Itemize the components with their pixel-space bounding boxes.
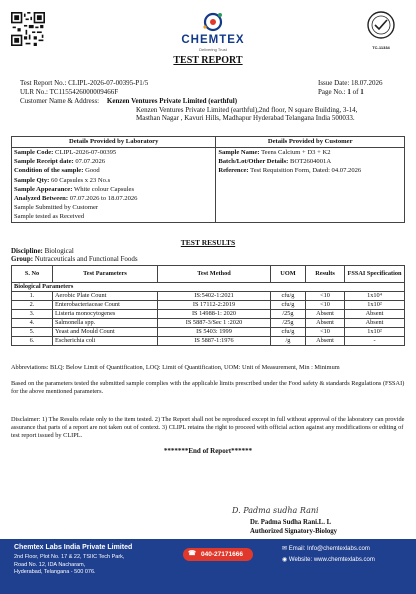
table-row: 3. Listeria monocytogenes IS 14988-1: 2020 /25g Absent Absent (12, 310, 405, 319)
chemtex-logo (158, 11, 268, 51)
customer-detail-row: Sample Name: Teens Calcium + D3 + K2 (218, 149, 331, 156)
results-header-row (12, 266, 405, 283)
footer-company: Chemtex Labs India Private Limited (14, 544, 133, 551)
customer-label: Customer Name & Address: (20, 97, 100, 105)
phone-icon: ☎ (188, 550, 197, 557)
phone-badge[interactable] (183, 548, 253, 561)
page-number (318, 88, 364, 97)
col-sno: S. No (12, 266, 53, 283)
lab-detail-row: Condition of the sample: Good (14, 167, 100, 175)
accreditation-mark (364, 10, 398, 50)
table-row: 4. Salmonella spp. IS 5887-3/Sec 1 :2020 /25g Absent Absent (12, 319, 405, 328)
accreditation-seal-icon (366, 10, 396, 42)
results-heading: TEST RESULTS (180, 238, 236, 247)
disclaimer: Disclaimer: 1) The Results relate only to the item tested. 2) The Report shall not be reproduced except in full without approval of the laboratory can provide assurance that parts of a report are not taken out of context. 3) CLIPL retains the right to proceed with official action against any modifications or editing of test report issued by CLIPL. (11, 416, 405, 439)
page-total: 1 (360, 88, 364, 96)
cert-number: TC-11334 (372, 45, 390, 50)
discipline: Discipline: Biological (11, 247, 74, 255)
table-row: 5. Yeast and Mould Count IS 5403: 1999 cfu/g <10 1x10² (12, 328, 405, 337)
customer-detail-row: Batch/Lot/Other Details: BOT2604001A (218, 158, 332, 166)
lab-details-heading: Details Provided by Laboratory (12, 137, 216, 148)
signatory-name: Dr. Padma Sudha Rani.L. L (250, 519, 332, 526)
report-number-value: CLIPL-2026-07-00395-P1/5 (68, 79, 149, 87)
chemtex-molecule-icon (200, 11, 226, 33)
lab-detail-row: Sample Code: CLIPL-2026-07-00395 (14, 149, 117, 156)
lab-detail-row: Analyzed Between: 07.07.2026 to 18.07.2026 (14, 195, 138, 203)
col-parameters: Test Parameters (53, 266, 158, 283)
conclusion: Based on the parameters tested the submitted sample complies with the applicable limits prescribed under the Food safety & standards Regulations (FSSAI) for the above mentioned parameters. (11, 380, 405, 395)
customer-detail-row: Reference: Test Requisition Form, Dated: 04.07.2026 (218, 167, 362, 175)
ulr-value: TC1155426000009466F (49, 88, 119, 96)
brand-name: CHEMTEX (181, 34, 245, 46)
lab-detail-row: Sample tested as Received (14, 213, 85, 221)
table-row: 6. Escherichia coli IS 5887-1:1976 /g Absent - (12, 337, 405, 346)
abbreviations: Abbreviations: BLQ: Below Limit of Quantification, LOQ: Limit of Quantification, UOM: Unit of Measurement, Min : Minimum (11, 364, 340, 371)
brand-tagline: Delivering Trust (199, 47, 227, 52)
results-table (11, 265, 405, 346)
customer-address-line1: Kenzen Ventures Private Limited (earthful),2nd floor, N square Building, 3-14, (136, 105, 358, 114)
col-specification: FSSAI Specification (345, 266, 405, 283)
report-number-label: Test Report No.: (20, 79, 67, 87)
report-number (20, 79, 148, 88)
page-of: of (352, 88, 359, 96)
col-method: Test Method (158, 266, 271, 283)
issue-date (318, 79, 383, 88)
section-heading: Biological Parameters (12, 283, 405, 292)
customer-details-heading: Details Provided by Customer (216, 137, 405, 148)
issue-date-value: 18.07.2026 (351, 79, 383, 87)
footer-website[interactable]: ◉ Website: www.chemtexlabs.com (282, 557, 375, 563)
lab-detail-row: Sample Submitted by Customer (14, 204, 99, 212)
footer-email[interactable]: ✉ Email: Info@chemtexlabs.com (282, 546, 370, 552)
lab-detail-row: Sample Qty: 60 Capsules x 23 No.s (14, 176, 111, 184)
qr-code (11, 12, 45, 46)
mail-icon: ✉ (282, 546, 288, 552)
phone-number: 040-27171666 (201, 551, 243, 558)
details-table (11, 136, 405, 223)
ulr-label: ULR No.: (20, 88, 48, 96)
end-of-report: *******End of Report****** (163, 447, 253, 455)
col-results: Results (306, 266, 345, 283)
lab-detail-row: Sample Receipt date: 07.07.2026 (14, 158, 106, 166)
group: Group: Nutraceuticals and Functional Foods (11, 255, 138, 263)
page-label: Page No.: (318, 88, 346, 96)
lab-details-cell (12, 148, 216, 223)
customer-address-line2: Masthan Nagar , Kavuri Hills, Madhapur Hyderabad Telangana India 500033. (136, 114, 355, 122)
page-current: 1 (347, 88, 351, 96)
lab-detail-row: Sample Appearance: White colour Capsules (14, 185, 135, 193)
globe-icon: ◉ (282, 557, 288, 563)
page-title: TEST REPORT (173, 55, 243, 66)
footer-address: 2nd Floor, Plot No. 17 & 22, TSIIC Tech Park, Road No. 12, IDA Nacharam, Hyderabad, Telangana - 500 076. (14, 554, 125, 575)
table-row: 2. Enterobacteriaceae Count IS 17112-2:2019 cfu/g <10 1x10² (12, 301, 405, 310)
col-uom: UOM (271, 266, 306, 283)
table-row: 1. Aerobic Plate Count IS:5402-1:2021 cfu/g <10 1x10⁴ (12, 292, 405, 301)
signatory-role: Authorized Signatory-Biology (250, 528, 338, 535)
issue-date-label: Issue Date: (318, 79, 350, 87)
ulr-number (20, 88, 118, 97)
customer-details-cell (216, 148, 405, 223)
customer-name: Kenzen Ventures Private Limited (earthful) (106, 97, 238, 105)
signature: D. Padma sudha Rani (232, 506, 319, 515)
customer-block (20, 97, 405, 123)
